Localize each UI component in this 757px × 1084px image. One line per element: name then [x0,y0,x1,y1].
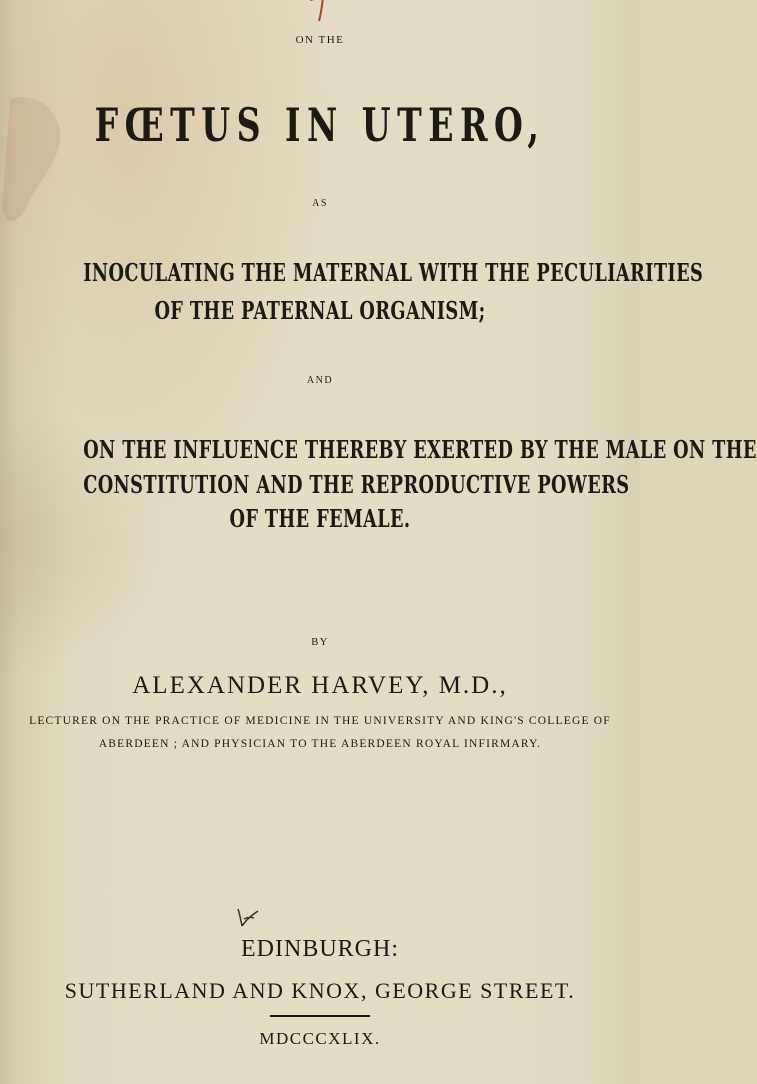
red-annotation-mark [307,0,337,28]
subtitle-line-1: INOCULATING THE MATERNAL WITH THE PECULIARITIES [83,258,704,287]
subtitle-line-2: OF THE PATERNAL ORGANISM; [154,296,486,325]
paper-stain [0,60,80,260]
and-label: AND [306,375,334,386]
as-label: AS [312,198,328,209]
publication-date: MDCCCXLIX. [259,1029,381,1048]
affiliation-line-1: LECTURER ON THE PRACTICE OF MEDICINE IN THE UNIVERSITY AND KING'S COLLEGE OF [29,715,611,727]
subtitle2-line-3: OF THE FEMALE. [229,504,411,533]
pencil-scribble [235,905,261,929]
author-name: ALEXANDER HARVEY, M.D., [132,672,508,699]
date-rule [270,1015,370,1017]
subtitle2-line-2: CONSTITUTION AND THE REPRODUCTIVE POWERS [83,470,630,499]
publisher: SUTHERLAND AND KNOX, GEORGE STREET. [64,978,576,1003]
affiliation-line-2: ABERDEEN ; AND PHYSICIAN TO THE ABERDEEN ROYAL INFIRMARY. [98,738,542,750]
on-the-label: ON THE [295,34,345,46]
publication-city: EDINBURGH: [241,936,399,962]
subtitle2-line-1: ON THE INFLUENCE THEREBY EXERTED BY THE MALE ON THE [83,435,757,464]
book-title: FŒTUS IN UTERO, [94,98,546,152]
by-label: BY [311,637,329,648]
